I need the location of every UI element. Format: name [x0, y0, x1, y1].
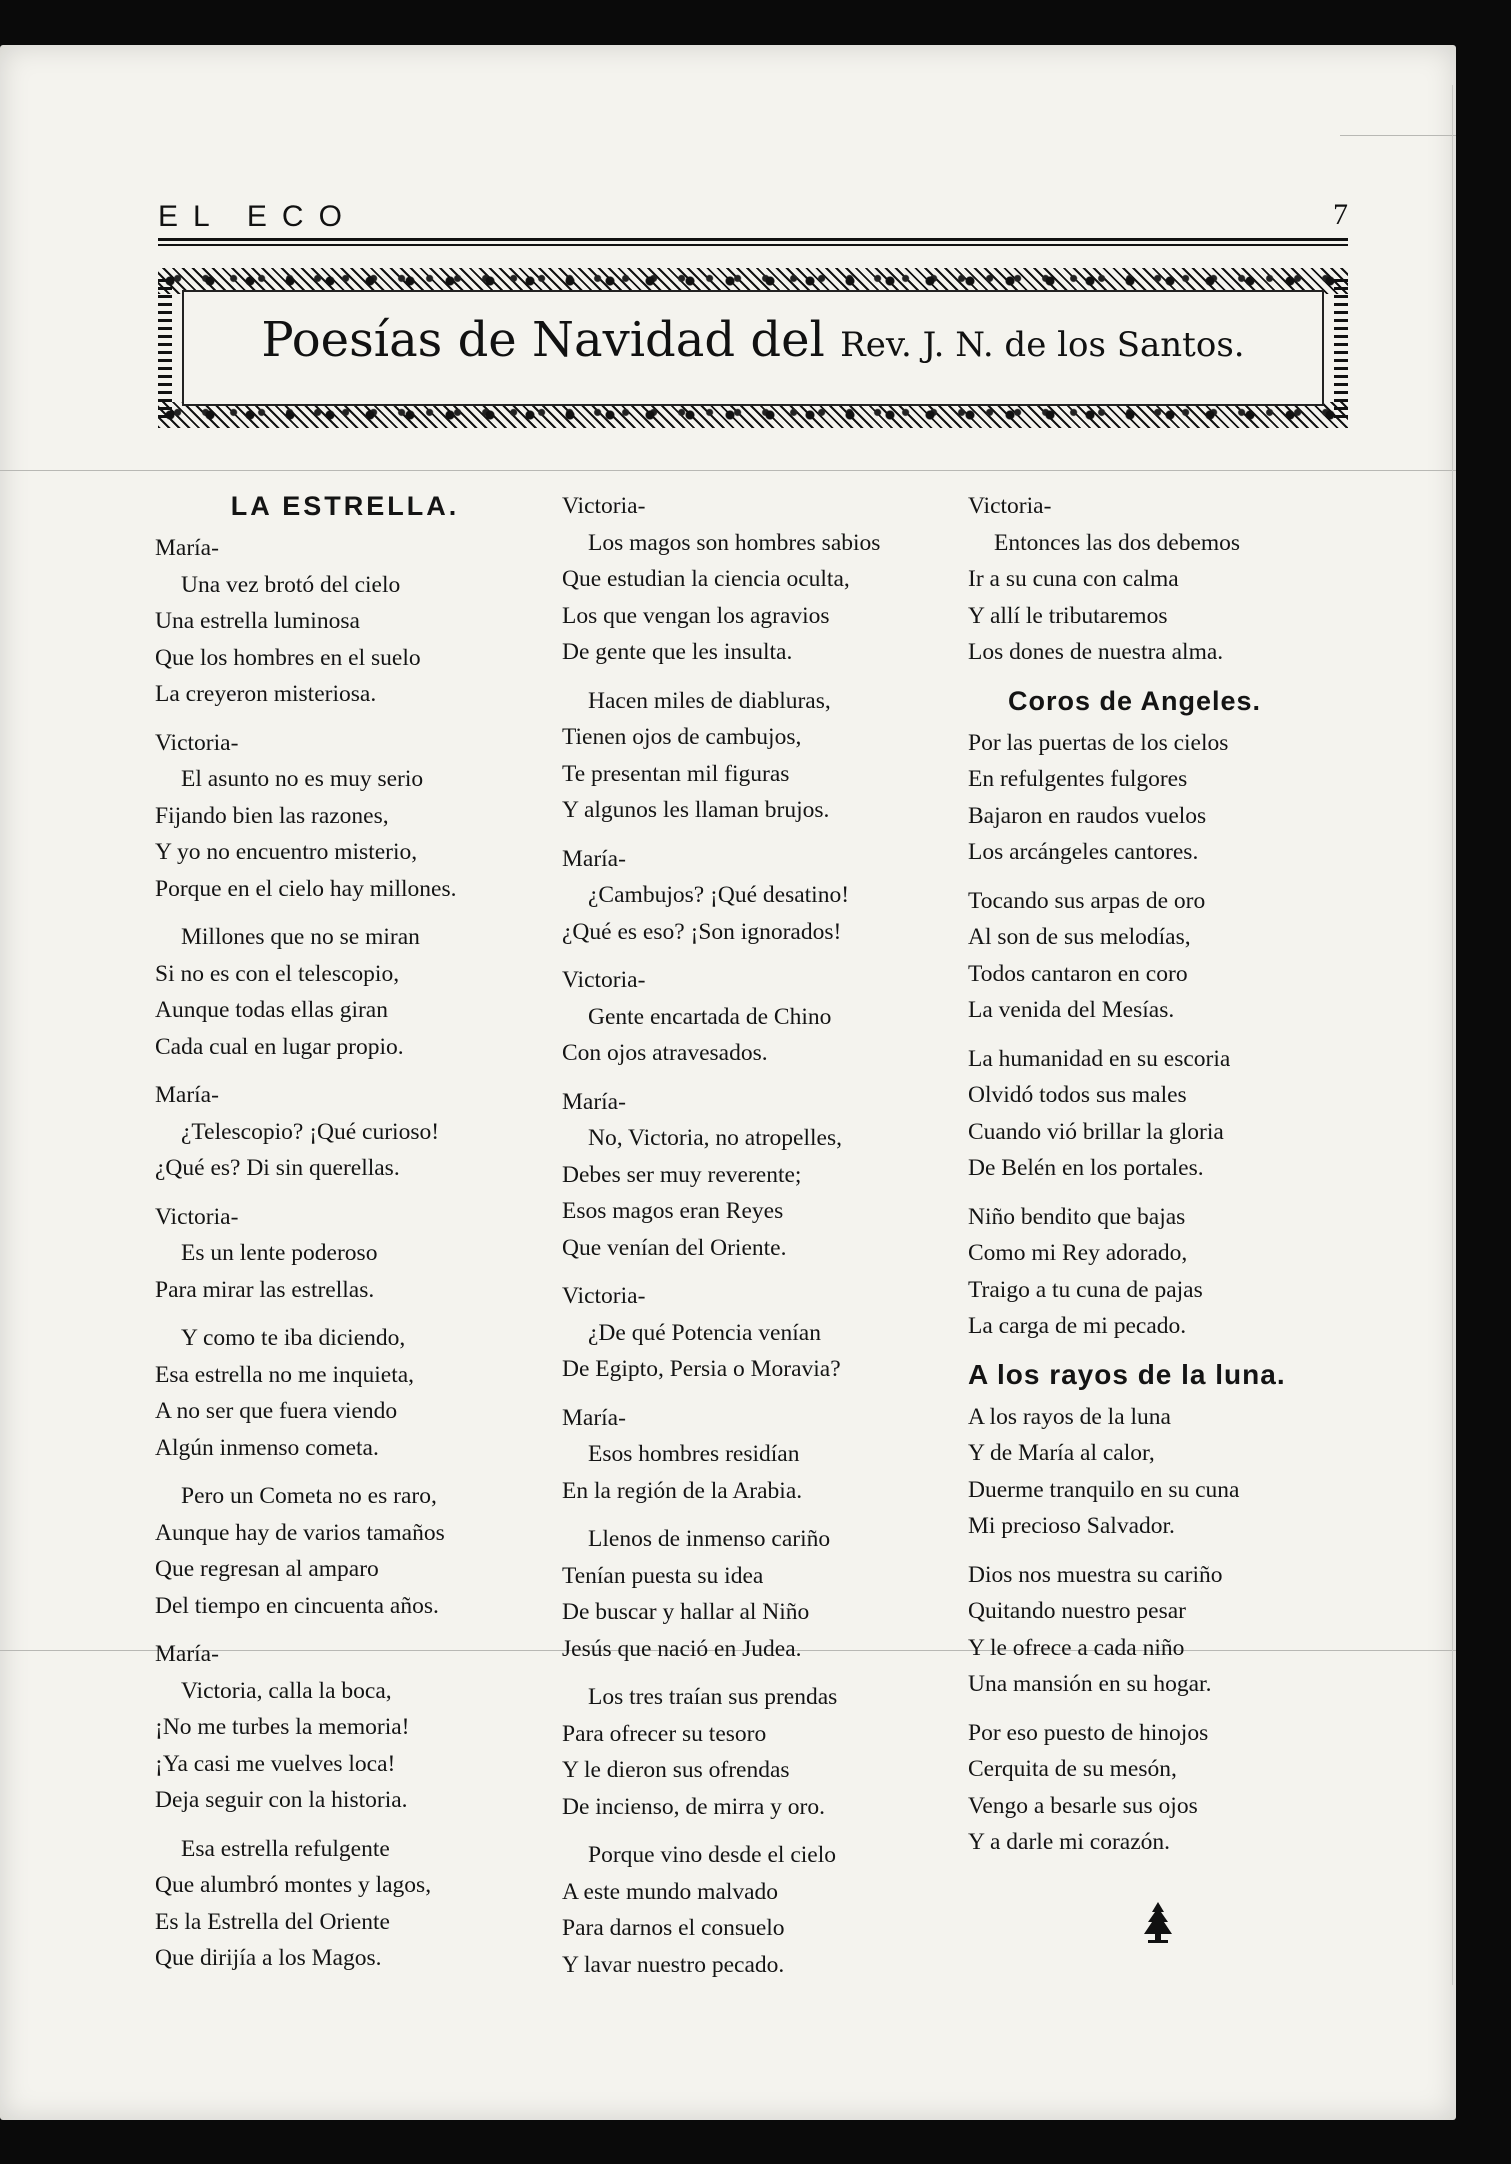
verse-line: De gente que les insulta. [562, 639, 793, 665]
verse-line: Por eso puesto de hinojos [968, 1719, 1209, 1746]
stanza [155, 1478, 535, 1624]
verse-line: Esos magos eran Reyes [562, 1198, 784, 1224]
column-3 [968, 488, 1348, 1873]
verse-line: Y allí le tributaremos [968, 602, 1168, 629]
verse-line: Si no es con el telescopio, [155, 960, 400, 987]
verse-line: Que dirijía a los Magos. [155, 1945, 382, 1971]
verse-line: Debes ser muy reverente; [562, 1161, 802, 1188]
verse-line: Y lavar nuestro pecado. [562, 1951, 785, 1978]
verse-line: En la región de la Arabia. [562, 1477, 803, 1504]
verse-line: ¿Telescopio? ¡Qué curioso! [181, 1118, 440, 1145]
poem-body [155, 530, 535, 1977]
speaker-label: Victoria- [968, 493, 1052, 519]
poem-body [562, 488, 942, 1983]
verse-line: Esa estrella refulgente [181, 1835, 390, 1862]
poem-title: LA ESTRELLA. [230, 491, 460, 521]
verse-line: Del tiempo en cincuenta años. [155, 1592, 439, 1619]
verse-line: En refulgentes fulgores [968, 766, 1188, 792]
verse-line: Los arcángeles cantores. [968, 839, 1199, 865]
verse-line: Con ojos atravesados. [562, 1040, 768, 1066]
verse-line: De Egipto, Persia o Moravia? [562, 1356, 841, 1382]
verse-line: Una vez brotó del cielo [181, 571, 401, 598]
stanza [968, 1715, 1348, 1861]
verse-line: ¿De qué Potencia venían [588, 1319, 821, 1346]
stanza [155, 1077, 535, 1187]
verse-line: Al son de sus melodías, [968, 924, 1191, 950]
banner-post-ornament [1334, 278, 1348, 418]
verse-line: Te presentan mil figuras [562, 760, 790, 787]
stanza [155, 1199, 535, 1309]
verse-line: ¡Ya casi me vuelves loca! [155, 1750, 396, 1777]
verse-line: Y a darle mi corazón. [968, 1829, 1171, 1855]
speaker-label: María- [562, 845, 626, 872]
verse-line: De buscar y hallar al Niño [562, 1599, 810, 1625]
verse-line: Esa estrella no me inquieta, [155, 1361, 415, 1388]
verse-line: Que regresan al amparo [155, 1556, 379, 1582]
poem-body [968, 725, 1348, 1345]
stanza [562, 1400, 942, 1510]
verse-line: A no ser que fuera viendo [155, 1398, 398, 1424]
verse-line: Ir a su cuna con calma [968, 566, 1179, 592]
speaker-label: María- [155, 1082, 219, 1108]
speaker-label: Victoria- [562, 493, 646, 519]
stanza [562, 488, 942, 671]
column-1 [155, 488, 535, 1989]
header-rule [158, 244, 1348, 246]
tree-ornament-icon [1140, 1900, 1176, 1944]
poem-title: A los rayos de la luna. [968, 1358, 1286, 1390]
stanza [155, 1831, 535, 1977]
verse-line: Aunque todas ellas giran [155, 997, 388, 1023]
verse-line: Olvidó todos sus males [968, 1082, 1187, 1108]
verse-line: Entonces las dos debemos [994, 529, 1241, 556]
stanza [562, 1837, 942, 1983]
stanza [562, 683, 942, 829]
stanza [968, 1041, 1348, 1187]
stanza [562, 1679, 942, 1825]
stanza [562, 1278, 942, 1388]
speaker-label: María- [155, 535, 219, 561]
verse-line: Como mi Rey adorado, [968, 1240, 1188, 1266]
verse-line: Victoria, calla la boca, [181, 1677, 392, 1704]
verse-line: Bajaron en raudos vuelos [968, 802, 1207, 829]
verse-line: Para ofrecer su tesoro [562, 1720, 767, 1747]
verse-line: Tocando sus arpas de oro [968, 887, 1206, 914]
title-banner [158, 268, 1348, 428]
speaker-label: María- [562, 1088, 626, 1115]
verse-line: Dios nos muestra su cariño [968, 1561, 1223, 1588]
speaker-label: Victoria- [562, 967, 646, 993]
verse-line: Tienen ojos de cambujos, [562, 724, 802, 750]
verse-line: ¿Cambujos? ¡Qué desatino! [588, 882, 850, 908]
stanza [562, 1084, 942, 1267]
verse-line: Fijando bien las razones, [155, 802, 389, 829]
stanza [968, 1557, 1348, 1703]
verse-line: Que venían del Oriente. [562, 1234, 787, 1261]
stanza [968, 725, 1348, 871]
verse-line: A este mundo malvado [562, 1878, 779, 1905]
verse-line: Aunque hay de varios tamaños [155, 1519, 445, 1546]
verse-line: Que alumbró montes y lagos, [155, 1872, 432, 1898]
poem-title: Coros de Angeles. [1008, 685, 1262, 716]
verse-line: Cada cual en lugar propio. [155, 1033, 404, 1060]
stanza [562, 1521, 942, 1667]
stanza [155, 1636, 535, 1819]
verse-line: Gente encartada de Chino [588, 1003, 832, 1030]
verse-line: Y de María al calor, [968, 1440, 1155, 1466]
verse-line: La humanidad en su escoria [968, 1045, 1231, 1072]
poem-body [968, 1399, 1348, 1861]
verse-line: A los rayos de la luna [968, 1403, 1171, 1430]
verse-line: Cerquita de su mesón, [968, 1756, 1177, 1782]
stanza [968, 488, 1348, 671]
verse-line: Porque en el cielo hay millones. [155, 875, 457, 902]
verse-line: Es la Estrella del Oriente [155, 1908, 390, 1935]
header-rule [158, 238, 1348, 241]
stanza [968, 883, 1348, 1029]
verse-line: Los tres traían sus prendas [588, 1684, 838, 1710]
verse-line: Los magos son hombres sabios [588, 529, 881, 556]
verse-line: Millones que no se miran [181, 924, 420, 950]
speaker-label: Victoria- [155, 729, 239, 756]
scan-guide-line [1340, 135, 1456, 136]
speaker-label: Victoria- [155, 1203, 239, 1230]
verse-line: La venida del Mesías. [968, 997, 1175, 1023]
verse-line: Y le dieron sus ofrendas [562, 1757, 790, 1783]
verse-line: Esos hombres residían [588, 1441, 800, 1467]
verse-line: Vengo a besarle sus ojos [968, 1792, 1198, 1819]
verse-line: Que estudian la ciencia oculta, [562, 566, 850, 592]
verse-line: Hacen miles de diabluras, [588, 687, 831, 714]
publication-title: EL ECO [158, 200, 357, 233]
verse-line: Quitando nuestro pesar [968, 1598, 1186, 1624]
verse-line: Duerme tranquilo en su cuna [968, 1476, 1240, 1503]
verse-line: Llenos de inmenso cariño [588, 1526, 831, 1552]
verse-line: Tenían puesta su idea [562, 1562, 764, 1589]
verse-line: Los dones de nuestra alma. [968, 639, 1224, 665]
verse-line: Todos cantaron en coro [968, 960, 1188, 987]
stanza [155, 530, 535, 713]
stanza [155, 1320, 535, 1466]
running-header [158, 150, 1348, 240]
verse-line: Traigo a tu cuna de pajas [968, 1276, 1203, 1303]
verse-line: Una mansión en su hogar. [968, 1671, 1212, 1697]
verse-line: Para mirar las estrellas. [155, 1276, 375, 1303]
verse-line: ¿Qué es? Di sin querellas. [155, 1155, 400, 1181]
verse-line: Una estrella luminosa [155, 608, 360, 634]
verse-line: Mi precioso Salvador. [968, 1513, 1175, 1539]
scan-guide-line [1452, 85, 1453, 1985]
verse-line: El asunto no es muy serio [181, 766, 424, 792]
verse-line: De Belén en los portales. [968, 1155, 1204, 1181]
banner-post-ornament [158, 278, 172, 418]
poem-body [968, 488, 1348, 671]
verse-line: Niño bendito que bajas [968, 1203, 1186, 1230]
scan-guide-line [0, 470, 1456, 471]
verse-line: La carga de mi pecado. [968, 1313, 1187, 1339]
stanza [968, 1199, 1348, 1345]
stanza [562, 841, 942, 951]
banner-title-main: Poesías de Navidad del [261, 312, 825, 368]
stanza [968, 1399, 1348, 1545]
verse-line: Los que vengan los agravios [562, 602, 830, 629]
verse-line: ¿Qué es eso? ¡Son ignorados! [562, 918, 842, 945]
verse-line: Porque vino desde el cielo [588, 1842, 836, 1868]
verse-line: Es un lente poderoso [181, 1240, 378, 1266]
verse-line: Y yo no encuentro misterio, [155, 839, 418, 865]
verse-line: Jesús que nació en Judea. [562, 1635, 802, 1662]
banner-title-author: Rev. J. N. de los Santos. [840, 325, 1245, 365]
page-number: 7 [1333, 198, 1348, 231]
verse-line: Y como te iba diciendo, [181, 1325, 406, 1351]
verse-line: Que los hombres en el suelo [155, 644, 421, 671]
verse-line: La creyeron misteriosa. [155, 681, 377, 707]
verse-line: Cuando vió brillar la gloria [968, 1118, 1224, 1145]
verse-line: Y algunos les llaman brujos. [562, 797, 830, 823]
verse-line: No, Victoria, no atropelles, [588, 1125, 842, 1151]
speaker-label: María- [155, 1641, 219, 1667]
banner-frame [182, 290, 1324, 406]
column-2 [562, 488, 942, 1995]
verse-line: Deja seguir con la historia. [155, 1787, 408, 1813]
speaker-label: María- [562, 1404, 626, 1431]
verse-line: Pero un Cometa no es raro, [181, 1483, 437, 1509]
verse-line: ¡No me turbes la memoria! [155, 1714, 410, 1740]
verse-line: Por las puertas de los cielos [968, 729, 1229, 756]
banner-title [184, 312, 1322, 368]
verse-line: Para darnos el consuelo [562, 1915, 785, 1941]
stanza [562, 962, 942, 1072]
speaker-label: Victoria- [562, 1283, 646, 1309]
stanza [155, 725, 535, 908]
verse-line: De incienso, de mirra y oro. [562, 1793, 825, 1820]
verse-line: Y le ofrece a cada niño [968, 1634, 1185, 1661]
stanza [155, 919, 535, 1065]
verse-line: Algún inmenso cometa. [155, 1434, 379, 1461]
